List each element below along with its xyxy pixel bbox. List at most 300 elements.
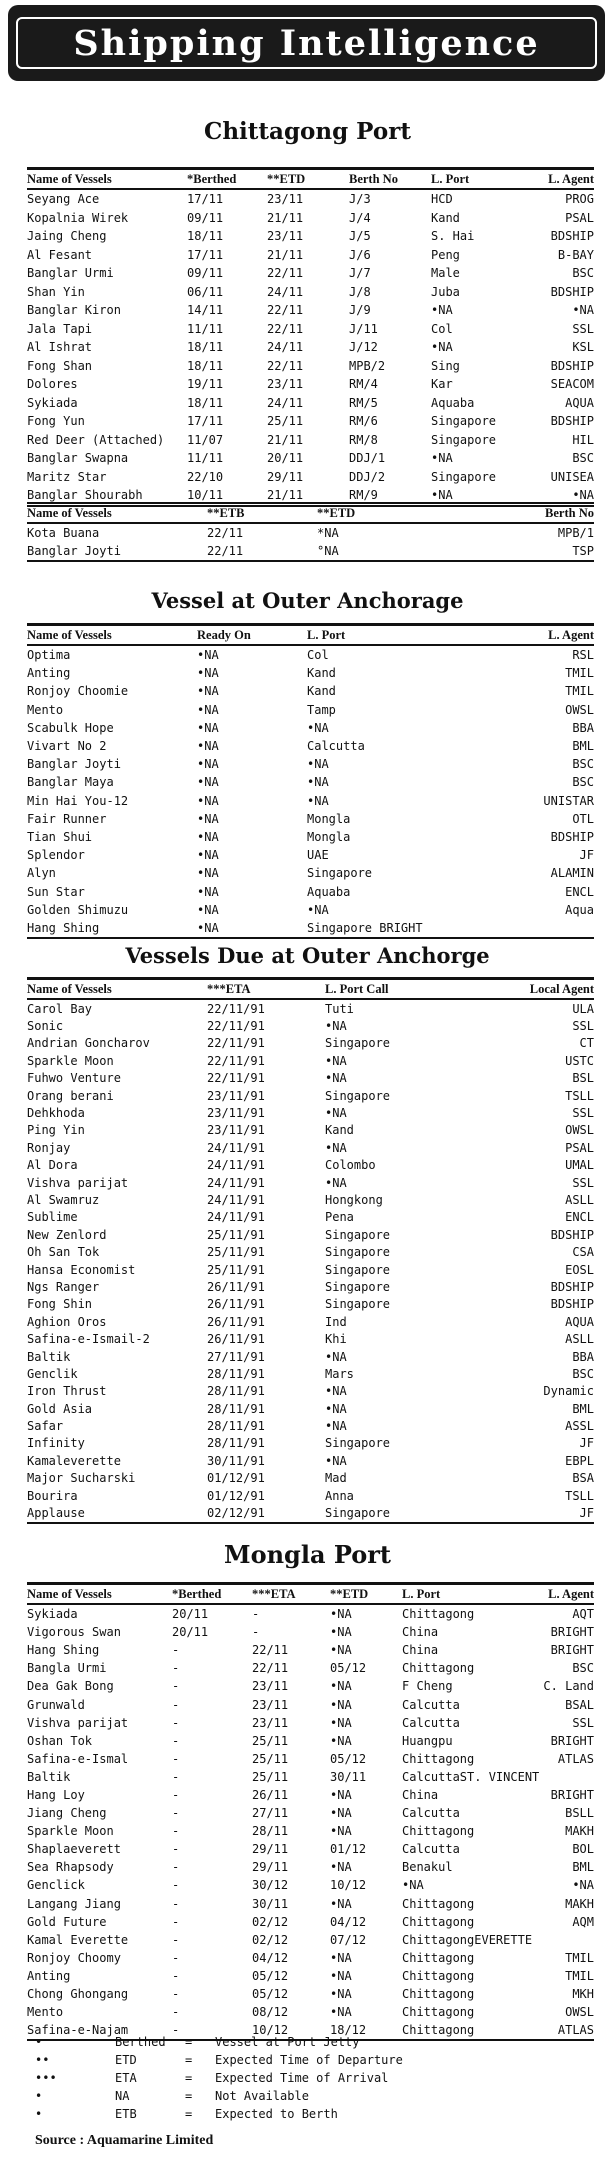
table-cell: 22/11/91 <box>207 1036 265 1051</box>
note-term: ETB <box>115 2107 137 2121</box>
table-cell: 22/11/91 <box>207 1071 265 1086</box>
table-cell: HIL <box>572 432 594 447</box>
table-cell: China <box>402 1787 439 1802</box>
chittagong-table <box>27 167 594 507</box>
table-cell: 11/11 <box>187 321 224 336</box>
table-cell: J/11 <box>349 321 378 336</box>
table-cell: 30/12 <box>252 1878 289 1893</box>
table-cell: AQM <box>572 1914 594 1929</box>
table-cell: •NA <box>330 1697 352 1712</box>
table-cell: TMIL <box>565 1950 594 1965</box>
table-row <box>27 1822 594 1840</box>
table-cell: - <box>172 1806 180 1821</box>
table-row <box>27 264 594 283</box>
table-cell: S. Hai <box>431 229 475 244</box>
note-equals: = <box>185 2053 193 2067</box>
table-cell: •NA <box>330 1715 352 1730</box>
table-cell: 28/11/91 <box>207 1401 265 1416</box>
column-header: L. Port <box>307 627 346 642</box>
table-row <box>27 864 594 882</box>
table-row <box>27 375 594 394</box>
table-cell: MPB/1 <box>557 526 594 540</box>
table-cell: 27/11 <box>252 1806 289 1821</box>
table-cell: 26/11 <box>252 1787 289 1802</box>
table-cell: BSC <box>572 266 594 281</box>
table-row <box>27 1949 594 1967</box>
table-cell: 30/11 <box>252 1896 289 1911</box>
table-cell: - <box>172 1643 180 1658</box>
table-cell: 11/07 <box>187 432 224 447</box>
table-cell: 23/11 <box>267 377 304 392</box>
table-cell: •NA <box>197 684 219 699</box>
table-cell: •NA <box>307 793 329 808</box>
table-cell: •NA <box>325 1071 347 1086</box>
table-cell: 22/11 <box>252 1661 289 1676</box>
table-cell: Kand <box>325 1123 354 1138</box>
table-cell: SSL <box>572 1106 594 1121</box>
table-cell: •NA <box>325 1401 347 1416</box>
table-cell: RM/8 <box>349 432 378 447</box>
table-cell: •NA <box>431 451 453 466</box>
legend-note <box>35 2107 338 2121</box>
table-row <box>27 1017 594 1034</box>
table-cell: •NA <box>325 1349 347 1364</box>
table-cell: 20/11 <box>172 1607 209 1622</box>
table-cell: UAE <box>307 848 329 863</box>
table-cell: Singapore <box>325 1436 391 1451</box>
table-cell: 17/11 <box>187 247 224 262</box>
masthead-title: Shipping Intelligence <box>73 22 540 64</box>
table-cell: Banglar Joyti <box>27 757 121 772</box>
table-cell: Singapore <box>307 866 373 881</box>
table-cell: 22/10 <box>187 469 224 484</box>
column-header: **ETD <box>330 1586 369 1601</box>
table-cell: •NA <box>307 775 329 790</box>
table-cell: - <box>172 1878 180 1893</box>
column-header: ***ETA <box>207 981 251 996</box>
table-cell: Calcutta <box>307 739 365 754</box>
table-cell: Chong Ghongang <box>27 1987 129 2002</box>
table-cell: Kand <box>307 666 336 681</box>
table-cell: Al Ishrat <box>27 340 93 355</box>
table-cell: Aghion Oros <box>27 1314 107 1329</box>
note-text: Expected Time of Departure <box>215 2053 403 2067</box>
table-cell: Col <box>307 648 329 663</box>
table-cell: 22/11 <box>267 321 304 336</box>
table-row <box>27 1435 594 1452</box>
table-cell: - <box>172 1733 180 1748</box>
table-cell: Sublime <box>27 1210 78 1225</box>
table-cell: Mento <box>27 702 64 717</box>
vessels-due-table <box>27 977 594 1524</box>
table-cell: •NA <box>330 1860 352 1875</box>
table-cell: 24/11/91 <box>207 1210 265 1225</box>
table-cell: Kar <box>431 377 453 392</box>
table-cell: •NA <box>307 902 329 917</box>
table-cell: DDJ/2 <box>349 469 386 484</box>
table-cell: Safina-e-Ismail-2 <box>27 1332 150 1347</box>
table-cell: •NA <box>197 902 219 917</box>
table-row <box>27 1070 594 1087</box>
table-row <box>27 1348 594 1365</box>
table-cell: •NA <box>197 775 219 790</box>
column-header: Name of Vessels <box>27 981 112 996</box>
table-cell: Sykiada <box>27 395 78 410</box>
table-cell: 01/12 <box>330 1842 367 1857</box>
table-row <box>27 1052 594 1069</box>
table-cell: - <box>172 1896 180 1911</box>
table-cell: Safina-e-Ismal <box>27 1751 129 1766</box>
table-cell: Iron Thrust <box>27 1384 107 1399</box>
table-cell: •NA <box>330 1679 352 1694</box>
column-header: *Berthed <box>172 1586 222 1601</box>
table-cell: OWSL <box>565 702 594 717</box>
table-row <box>27 1209 594 1226</box>
column-header: Local Agent <box>529 981 594 996</box>
table-cell: Golden Shimuzu <box>27 902 129 917</box>
table-cell: RM/5 <box>349 395 378 410</box>
table-cell: Singapore BRIGHT <box>307 920 423 935</box>
table-cell: BDSHIP <box>550 284 594 299</box>
table-cell: BSL <box>572 1071 594 1086</box>
table-row <box>27 412 594 431</box>
table-cell: ASLL <box>565 1332 594 1347</box>
table-row <box>27 1139 594 1156</box>
table-row <box>27 810 594 828</box>
table-cell: Fuhwo Venture <box>27 1071 121 1086</box>
table-row <box>27 301 594 320</box>
table-cell: •NA <box>330 1896 352 1911</box>
table-cell: Baltik <box>27 1769 71 1784</box>
table-cell: 23/11 <box>267 229 304 244</box>
table-cell: Maritz Star <box>27 469 107 484</box>
table-cell: Kand <box>431 210 460 225</box>
table-cell: Aquaba <box>431 395 475 410</box>
note-equals: = <box>185 2107 193 2121</box>
table-cell: Singapore <box>325 1036 391 1051</box>
table-cell: Splendor <box>27 848 85 863</box>
table-row <box>27 1417 594 1434</box>
table-cell: Banglar Joyti <box>27 544 121 558</box>
table-cell: ASLL <box>565 1192 594 1207</box>
table-cell: BSC <box>572 1366 594 1381</box>
table-cell: •NA <box>197 848 219 863</box>
table-cell: Fair Runner <box>27 811 107 826</box>
column-header: Berth No <box>545 505 594 520</box>
table-cell: 10/11 <box>187 488 224 503</box>
table-cell: •NA <box>330 1968 352 1983</box>
table-cell: 29/11 <box>252 1860 289 1875</box>
table-cell: Oh San Tok <box>27 1245 100 1260</box>
table-cell: 25/11 <box>267 414 304 429</box>
table-cell: - <box>172 2023 180 2038</box>
table-row <box>27 1895 594 1913</box>
table-cell: Kopalnia Wirek <box>27 210 129 225</box>
table-row <box>27 755 594 773</box>
table-cell: UNISEA <box>550 469 594 484</box>
table-cell: •NA <box>330 1824 352 1839</box>
table-cell: Chittagong <box>402 1914 475 1929</box>
table-row <box>27 828 594 846</box>
table-cell: 20/11 <box>172 1625 209 1640</box>
table-cell: - <box>172 1697 180 1712</box>
table-cell: China <box>402 1625 439 1640</box>
table-row <box>27 542 594 560</box>
table-cell: 30/11 <box>330 1769 367 1784</box>
table-cell: BSA <box>572 1471 594 1486</box>
table-cell: 21/11 <box>267 247 304 262</box>
table-row <box>27 664 594 682</box>
table-cell: - <box>172 1824 180 1839</box>
table-row <box>27 227 594 246</box>
table-cell: Singapore <box>325 1279 391 1294</box>
mongla-title: Mongla Port <box>224 1540 391 1569</box>
table-cell: Col <box>431 321 453 336</box>
table-cell: Andrian Goncharov <box>27 1036 150 1051</box>
table-cell: PSAL <box>565 210 594 225</box>
table-cell: 22/11 <box>207 544 244 558</box>
table-cell: Jaing Cheng <box>27 229 107 244</box>
table-cell: J/3 <box>349 192 371 207</box>
table-cell: 28/11/91 <box>207 1384 265 1399</box>
note-equals: = <box>185 2035 193 2049</box>
table-cell: 04/12 <box>252 1950 289 1965</box>
masthead-frame <box>16 17 597 69</box>
table-cell: 28/11/91 <box>207 1436 265 1451</box>
table-cell: SEACOM <box>550 377 594 392</box>
table-cell: Juba <box>431 284 460 299</box>
table-cell: Red Deer (Attached) <box>27 432 165 447</box>
table-cell: 22/11/91 <box>207 1019 265 1034</box>
table-cell: Ping Yin <box>27 1123 85 1138</box>
table-cell: 01/12/91 <box>207 1488 265 1503</box>
table-row <box>27 1035 594 1052</box>
table-cell: •NA <box>330 1643 352 1658</box>
note-symbol: • <box>35 2107 43 2121</box>
table-cell: Male <box>431 266 460 281</box>
table-cell: Calcutta <box>402 1697 460 1712</box>
table-cell: BSC <box>572 775 594 790</box>
table-row <box>27 1365 594 1382</box>
table-cell: 18/12 <box>330 2023 367 2038</box>
outer-anchorage-table <box>27 623 594 939</box>
table-row <box>27 1714 594 1732</box>
table-row <box>27 919 594 937</box>
table-row <box>27 1000 594 1017</box>
table-cell: Bourira <box>27 1488 78 1503</box>
table-cell: C. Land <box>543 1679 594 1694</box>
table-cell: 02/12 <box>252 1932 289 1947</box>
table-cell: Mento <box>27 2005 64 2020</box>
table-cell: 09/11 <box>187 266 224 281</box>
table-cell: 27/11/91 <box>207 1349 265 1364</box>
table-cell: ChittagongEVERETTE <box>402 1932 533 1947</box>
table-row <box>27 1641 594 1659</box>
table-cell: BSAL <box>565 1697 594 1712</box>
table-cell: 25/11/91 <box>207 1227 265 1242</box>
table-cell: PROG <box>565 192 594 207</box>
table-cell: 18/11 <box>187 229 224 244</box>
table-cell: Singapore <box>431 469 497 484</box>
table-cell: TSLL <box>565 1088 594 1103</box>
table-row <box>27 1087 594 1104</box>
table-row <box>27 1985 594 2003</box>
table-cell: 04/12 <box>330 1914 367 1929</box>
table-cell: Mars <box>325 1366 354 1381</box>
table-cell: Shan Yin <box>27 284 85 299</box>
table-cell: OWSL <box>565 2005 594 2020</box>
table-cell: 28/11/91 <box>207 1366 265 1381</box>
note-text: Not Available <box>215 2089 309 2103</box>
table-cell: 23/11/91 <box>207 1123 265 1138</box>
table-cell: Baltik <box>27 1349 71 1364</box>
table-row <box>27 773 594 791</box>
table-cell: Chittagong <box>402 1751 475 1766</box>
table-cell: Al Swamruz <box>27 1192 100 1207</box>
note-symbol: • <box>35 2035 43 2049</box>
table-cell: •NA <box>197 884 219 899</box>
table-cell: Mongla <box>307 829 351 844</box>
table-cell: •NA <box>572 1878 594 1893</box>
table-cell: •NA <box>330 1806 352 1821</box>
table-cell: 18/11 <box>187 358 224 373</box>
table-row <box>27 209 594 228</box>
table-row <box>27 320 594 339</box>
table-cell: 24/11 <box>267 284 304 299</box>
table-cell: •NA <box>325 1140 347 1155</box>
table-cell: •NA <box>330 1625 352 1640</box>
table-cell: Kamaleverette <box>27 1453 121 1468</box>
table-cell: Jala Tapi <box>27 321 93 336</box>
table-bottom-rule <box>27 1522 594 1524</box>
source-credit: Source : Aquamarine Limited <box>35 2133 214 2148</box>
table-cell: Sparkle Moon <box>27 1824 114 1839</box>
table-cell: 25/11/91 <box>207 1262 265 1277</box>
table-cell: 28/11 <box>252 1824 289 1839</box>
table-cell: TSP <box>572 544 594 558</box>
table-cell: 02/12 <box>252 1914 289 1929</box>
table-cell: BRIGHT <box>550 1787 594 1802</box>
table-cell: •NA <box>325 1384 347 1399</box>
table-cell: J/5 <box>349 229 371 244</box>
table-cell: •NA <box>197 739 219 754</box>
table-row <box>27 1750 594 1768</box>
table-cell: Scabulk Hope <box>27 720 114 735</box>
table-cell: HCD <box>431 192 453 207</box>
table-cell: 21/11 <box>267 432 304 447</box>
table-cell: MAKH <box>565 1824 594 1839</box>
table-cell: 26/11/91 <box>207 1279 265 1294</box>
table-cell: TMIL <box>565 1968 594 1983</box>
table-cell: Vishva parijat <box>27 1175 129 1190</box>
table-cell: - <box>172 1661 180 1676</box>
table-row <box>27 1659 594 1677</box>
table-cell: Aquaba <box>307 884 351 899</box>
table-row <box>27 719 594 737</box>
table-cell: 24/11/91 <box>207 1140 265 1155</box>
table-cell: UNISTAR <box>543 793 594 808</box>
table-cell: - <box>172 1968 180 1983</box>
table-cell: Hang Shing <box>27 1643 100 1658</box>
table-row <box>27 792 594 810</box>
table-cell: Jiang Cheng <box>27 1806 107 1821</box>
table-cell: Seyang Ace <box>27 192 100 207</box>
table-cell: ENCL <box>565 1210 594 1225</box>
table-header <box>27 1582 594 1605</box>
table-cell: 20/11 <box>267 451 304 466</box>
column-header: L. Agent <box>548 171 594 186</box>
table-cell: J/12 <box>349 340 378 355</box>
table-cell: 19/11 <box>187 377 224 392</box>
table-cell: - <box>172 1787 180 1802</box>
table-cell: Hang Shing <box>27 920 100 935</box>
table-cell: Major Sucharski <box>27 1471 136 1486</box>
table-cell: Langang Jiang <box>27 1896 121 1911</box>
table-cell: 25/11 <box>252 1751 289 1766</box>
table-cell: 22/11 <box>267 303 304 318</box>
table-cell: Sykiada <box>27 1607 78 1622</box>
table-row <box>27 646 594 664</box>
table-cell: Optima <box>27 648 71 663</box>
table-cell: TMIL <box>565 684 594 699</box>
table-cell: Chittagong <box>402 2005 475 2020</box>
table-cell: TSLL <box>565 1488 594 1503</box>
table-cell: 29/11 <box>267 469 304 484</box>
table-cell: Vigorous Swan <box>27 1625 121 1640</box>
table-cell: Benakul <box>402 1860 453 1875</box>
table-bottom-rule <box>27 937 594 939</box>
table-cell: Pena <box>325 1210 354 1225</box>
table-cell: Gold Asia <box>27 1401 93 1416</box>
table-cell: - <box>172 2005 180 2020</box>
table-cell: Dea Gak Bong <box>27 1679 114 1694</box>
table-row <box>27 1313 594 1330</box>
table-cell: 22/11 <box>207 526 244 540</box>
table-cell: SSL <box>572 1019 594 1034</box>
table-cell: 05/12 <box>330 1751 367 1766</box>
column-header: Berth No <box>349 171 398 186</box>
table-cell: Orang berani <box>27 1088 114 1103</box>
table-cell: TMIL <box>565 666 594 681</box>
table-cell: Chittagong <box>402 2023 475 2038</box>
table-cell: Vishva parijat <box>27 1715 129 1730</box>
table-cell: - <box>172 1751 180 1766</box>
table-cell: •NA <box>197 829 219 844</box>
column-header: L. Port <box>402 1586 441 1601</box>
table-row <box>27 1157 594 1174</box>
table-cell: BBA <box>572 720 594 735</box>
table-row <box>27 431 594 450</box>
table-cell: ALAMIN <box>550 866 594 881</box>
table-cell: Kamal Everette <box>27 1932 129 1947</box>
table-cell: BDSHIP <box>550 358 594 373</box>
table-cell: CalcuttaST. VINCENT <box>402 1769 540 1784</box>
column-header: Name of Vessels <box>27 627 112 642</box>
note-symbol: ••• <box>35 2071 57 2085</box>
table-cell: BML <box>572 739 594 754</box>
table-cell: 21/11 <box>267 488 304 503</box>
table-cell: Hongkong <box>325 1192 383 1207</box>
table-cell: SSL <box>572 1715 594 1730</box>
table-cell: Kand <box>307 684 336 699</box>
table-cell: 11/11 <box>187 451 224 466</box>
table-cell: Al Fesant <box>27 247 93 262</box>
table-row <box>27 449 594 468</box>
table-cell: JF <box>579 1436 594 1451</box>
note-symbol: • <box>35 2089 43 2103</box>
table-cell: Fong Shan <box>27 358 93 373</box>
table-cell: •NA <box>307 757 329 772</box>
